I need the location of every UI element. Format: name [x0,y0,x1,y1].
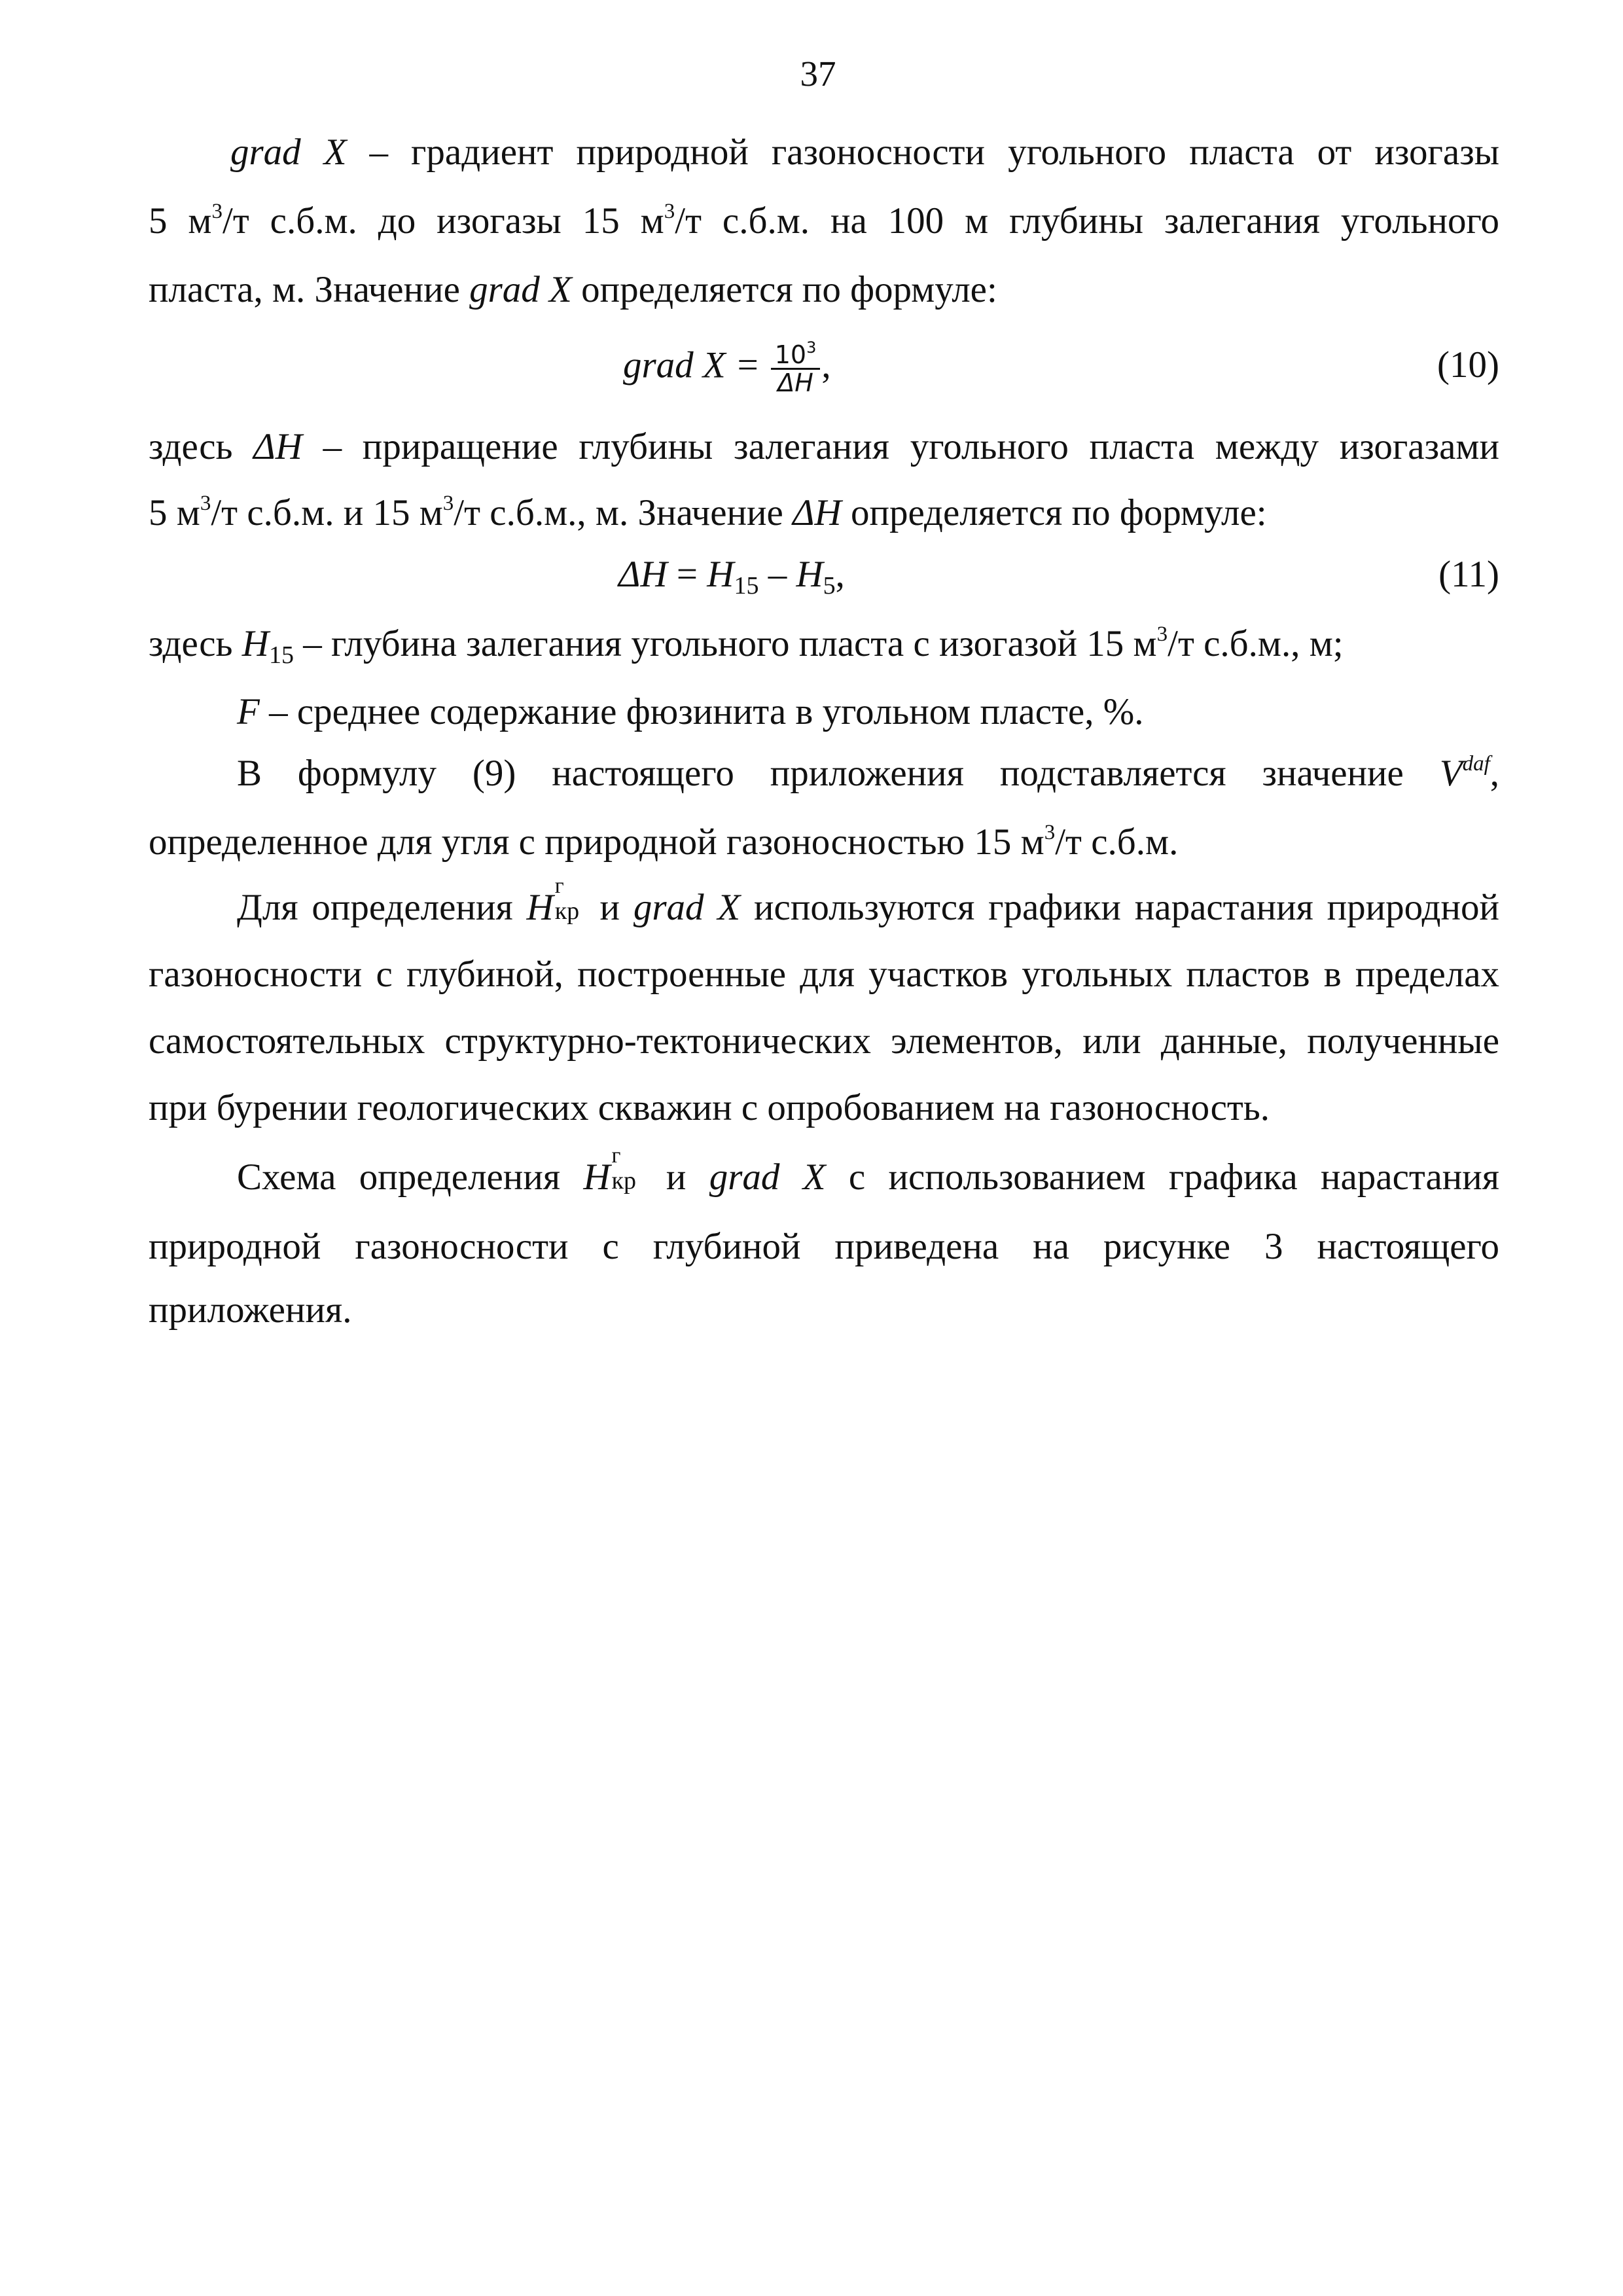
text-run: пласта, м. Значение [149,269,470,310]
math-term: H [526,887,554,928]
page-number: 37 [800,54,836,94]
text-run: /т с.б.м. до изогазы 15 м [223,200,664,242]
math-term: grad X [709,1157,826,1198]
equation-11-body [618,551,845,598]
math-term: V [1439,753,1463,794]
paragraph-line: при бурении геологических скважин с опробованием на газоносность. [149,1087,1270,1128]
paragraph-line [230,129,1499,176]
numerator-base: 10 [774,340,807,369]
text-run: – приращение глубины залегания угольного пласта между изогазами [302,426,1499,467]
paragraph-line [149,266,1499,314]
paragraph-line: природной газоносности с глубиной приведена на рисунке 3 настоящего [149,1226,1499,1267]
text-run: /т с.б.м. [1055,821,1179,863]
paragraph-line [237,874,1499,931]
superscript: daf [1462,752,1490,776]
math-term: H [241,623,269,664]
equation-10-body [623,338,831,397]
paragraph-line [237,689,1499,736]
punctuation: , [821,344,831,386]
sup-sub-index [554,874,586,925]
text-run: /т с.б.м., м; [1168,623,1344,664]
math-term: ΔH [253,426,302,467]
text-run: определяется по формуле: [841,492,1267,533]
superscript: г [611,1143,621,1168]
text-run: Схема определения [237,1157,584,1198]
fraction-denominator: ΔH [777,368,813,397]
text-run: – среднее содержание фюзинита в угольном пласте, %. [259,691,1144,732]
superscript: 3 [200,492,211,515]
paragraph-line [237,750,1499,797]
text-run: /т с.б.м., м. Значение [454,492,793,533]
text-run: 5 м [149,492,200,533]
superscript: 3 [1156,622,1168,646]
math-term: grad X = [623,344,770,386]
text-run: /т с.б.м. на 100 м глубины залегания угольного [675,200,1499,242]
text-run: – градиент природной газоносности угольного пласта от изогазы [346,132,1500,173]
text-run: здесь [149,623,242,664]
subscript: кр [554,897,580,925]
text-run: и [586,887,633,928]
operator: = [667,554,707,595]
paragraph-line [149,819,1499,866]
subscript: 15 [734,572,759,600]
text-run: Для определения [237,887,527,928]
text-run: здесь [149,426,254,467]
text-run: определенное для угля с природной газоносностью 15 м [149,821,1044,863]
math-term: F [237,691,260,732]
superscript: 3 [1044,821,1056,844]
punctuation: , [835,554,845,595]
math-term: H [796,554,823,595]
paragraph-line [149,620,1499,668]
subscript: 5 [823,572,836,600]
math-term: ΔH [618,554,668,595]
equation-number: (10) [1437,344,1499,386]
superscript: г [554,874,564,898]
punctuation: , [1489,753,1499,794]
operator: – [758,554,796,595]
text-run: и [643,1157,709,1198]
paragraph-line: газоносности с глубиной, построенные для участков угольных пластов в пределах [149,954,1499,995]
math-term: grad X [230,132,347,173]
paragraph-line: самостоятельных структурно-тектонических элементов, или данные, полученные [149,1020,1499,1062]
paragraph-line [149,490,1499,537]
text-run: В формулу (9) настоящего приложения подставляется значение [237,753,1440,794]
math-term: H [707,554,734,595]
subscript: 15 [268,641,294,669]
text-run: определяется по формуле: [571,269,997,310]
math-term: grad X [469,269,572,310]
equation-number: (11) [1438,554,1499,595]
paragraph-line [149,423,1499,471]
text-run: 5 м [149,200,212,242]
paragraph-line [149,198,1499,245]
text-run: с использованием графика нарастания [825,1157,1500,1198]
fraction-numerator [771,338,821,370]
fraction [771,338,821,397]
numerator-exponent: 3 [806,338,817,357]
superscript: 3 [211,200,223,223]
paragraph-line: приложения. [149,1289,352,1331]
text-run: – глубина залегания угольного пласта с изогазой 15 м [293,623,1157,664]
subscript: кр [611,1167,637,1194]
math-term: ΔH [793,492,842,533]
math-term: H [583,1157,611,1198]
superscript: 3 [664,200,675,223]
text-run: используются графики нарастания природной [740,887,1499,928]
superscript: 3 [442,492,454,515]
math-term: grad X [633,887,741,928]
text-run: /т с.б.м. и 15 м [211,492,443,533]
paragraph-line [237,1143,1500,1201]
sup-sub-index [611,1143,643,1194]
